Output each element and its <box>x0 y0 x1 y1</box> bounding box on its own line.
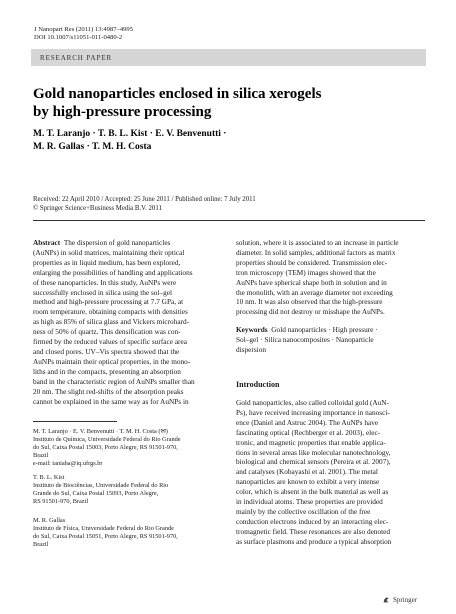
intro-line: and catalyses (Kobayashi et al. 2001). The metal <box>236 467 378 477</box>
intro-line: tronic, and magnetic properties that enable applica- <box>236 437 386 447</box>
intro-line: in individual atoms. These properties are provided <box>236 497 383 507</box>
intro-line: color, which is absent in the bulk material as well as <box>236 487 389 497</box>
abstract-line: liths and in the compacts, presenting an absorption <box>33 366 181 376</box>
intro-line: conduction electrons induced by an interacting elec- <box>236 516 389 526</box>
author-list <box>33 128 413 154</box>
article-type: RESEARCH PAPER <box>40 54 113 62</box>
intro-line: biological and chemical sensors (Pereira et al. 2007), <box>236 457 391 467</box>
abstract-line: 20 nm. The slight red-shifts of the absorption peaks <box>33 386 184 396</box>
abstract-line: method and high-pressure processing at 7.7 GPa, at <box>33 297 184 307</box>
intro-line: ence (Daniel and Astruc 2004). The AuNPs have <box>236 417 379 427</box>
email-link[interactable]: e-mail: taniaha@iq.ufrgs.br <box>33 459 103 467</box>
keywords-line: Sol–gel · Silica nanocomposites · Nanoparticle <box>236 334 374 344</box>
publisher-name: Springer <box>393 596 418 604</box>
intro-line: tromagnetic field. These resonances are also denoted <box>236 526 391 536</box>
keywords-line: dispersion <box>236 344 266 354</box>
keywords-section <box>236 325 436 355</box>
intro-line: Ps), have received increasing importance in nanosci- <box>236 407 390 417</box>
journal-citation: J Nanopart Res (2011) 13:4987–4995 <box>34 26 134 33</box>
affiliation-block <box>33 517 223 549</box>
publication-dates <box>33 196 256 213</box>
paper-title <box>33 85 423 121</box>
intro-line: mainly by the collective oscillation of the free <box>236 506 371 516</box>
abstract-label: Abstract <box>33 238 61 247</box>
abstract-line: enlarging the possibilities of handling and applications <box>33 267 193 277</box>
springer-horse-icon <box>382 596 390 604</box>
affiliation-line: M. R. Gallas <box>33 517 66 524</box>
footnote-divider <box>33 421 117 422</box>
intro-line: Gold nanoparticles, also called colloidal gold (AuN- <box>236 398 389 407</box>
affiliation-line: RS 91501-970, Brazil <box>33 497 89 505</box>
abstract-line: AuNPs maintain their optical properties, in the mono- <box>33 356 191 366</box>
abstract-line: 10 nm. It was also observed that the high-pressure <box>236 297 383 307</box>
keywords-line: Keywords Gold nanoparticles · High pressure · <box>236 325 378 334</box>
copyright-line: © Springer Science+Business Media B.V. 2011 <box>33 204 162 212</box>
affiliation-block <box>33 474 223 506</box>
abstract-line: tron microscopy (TEM) images showed that the <box>236 267 376 277</box>
abstract-continued <box>236 238 436 317</box>
intro-line: nanoparticles are known to exhibit a very intense <box>236 477 380 487</box>
abstract-line: properties should be considered. Transmission elec- <box>236 257 388 267</box>
doi: DOI 10.1007/s11051-011-0480-2 <box>34 34 123 42</box>
affiliation-line: do Sul, Caixa Postal 15003, Porto Alegre, RS 91501-970, <box>33 443 178 451</box>
abstract-line: the monolith, with an average diameter not exceeding <box>236 287 393 297</box>
title-line-1: Gold nanoparticles enclosed in silica xerogels <box>33 86 322 102</box>
abstract-line: Abstract The dispersion of gold nanoparticles <box>33 238 171 247</box>
header-divider <box>33 220 425 221</box>
affiliation-block <box>33 428 223 468</box>
article-type-banner <box>31 49 426 66</box>
abstract-line: room temperature, obtaining compacts with densities <box>33 307 188 317</box>
intro-line: fascinating optical (Rechberger et al. 2003), elec- <box>236 427 381 437</box>
affiliation-line: Brazil <box>33 451 49 459</box>
abstract-line: band in the characteristic region of AuNPs smaller than <box>33 376 195 386</box>
intro-line: as surface plasmons and produce a typical absorption <box>236 536 392 546</box>
publisher-footer <box>382 596 417 604</box>
title-line-2: by high-pressure processing <box>33 104 212 120</box>
affiliation-line: Brazil <box>33 540 49 548</box>
abstract-line: solution, where it is associated to an increase in particle <box>236 238 399 247</box>
authors-line-1: M. T. Laranjo · T. B. L. Kist · E. V. Benvenutti · <box>33 129 227 139</box>
abstract-line: ness of 50% of quartz. This densification was con- <box>33 327 181 337</box>
affiliation-line: Instituto de Química, Universidade Federal do Rio Grande <box>33 435 181 443</box>
abstract-line: successfully enclosed in silica using the sol–gel <box>33 287 173 297</box>
abstract-line: as high as 85% of silica glass and Vickers microhard- <box>33 317 190 327</box>
introduction-body <box>236 398 436 547</box>
intro-line: tions in several areas like molecular nanotechnology, <box>236 447 391 457</box>
affiliation-line: do Sul, Caixa Postal 15051, Porto Alegre, RS 91501-970, <box>33 532 178 540</box>
affiliation-line: Instituto de Física, Universidade Federal do Rio Grande <box>33 524 174 532</box>
journal-info <box>34 26 133 43</box>
affiliation-line: Grande do Sul, Caixa Postal 15093, Porto Alegre, <box>33 489 159 497</box>
abstract-line: AuNPs have spherical shape both in solution and in <box>236 277 387 287</box>
affiliation-line: T. B. L. Kist <box>33 474 65 481</box>
abstract-line: diameter. In solid samples, additional factors as matrix <box>236 247 396 257</box>
abstract-section <box>33 238 233 406</box>
abstract-line: cannot be explained in the same way as for AuNPs in <box>33 396 189 406</box>
affiliation-line: M. T. Laranjo · E. V. Benvenutti · T. M. H. Costa (✉) <box>33 428 168 435</box>
dates-line: Received: 22 April 2010 / Accepted: 25 June 2011 / Published online: 7 July 2011 <box>33 196 256 203</box>
abstract-line: and closed pores. UV–Vis spectra showed that the <box>33 346 180 356</box>
abstract-line: firmed by the reduced values of specific surface area <box>33 337 187 347</box>
abstract-line: properties as in liquid medium, has been explored, <box>33 257 181 267</box>
introduction-heading: Introduction <box>236 380 280 389</box>
authors-line-2: M. R. Gallas · T. M. H. Costa <box>33 142 152 152</box>
keywords-label: Keywords <box>236 325 268 334</box>
affiliation-line: Instituto de Biociências, Universidade Federal do Rio <box>33 481 169 489</box>
abstract-line: (AuNPs) in solid matrices, maintaining their optical <box>33 247 185 257</box>
abstract-line: processing did not destroy or misshape the AuNPs. <box>236 307 385 317</box>
abstract-line: of these nanoparticles. In this study, AuNPs were <box>33 277 177 287</box>
